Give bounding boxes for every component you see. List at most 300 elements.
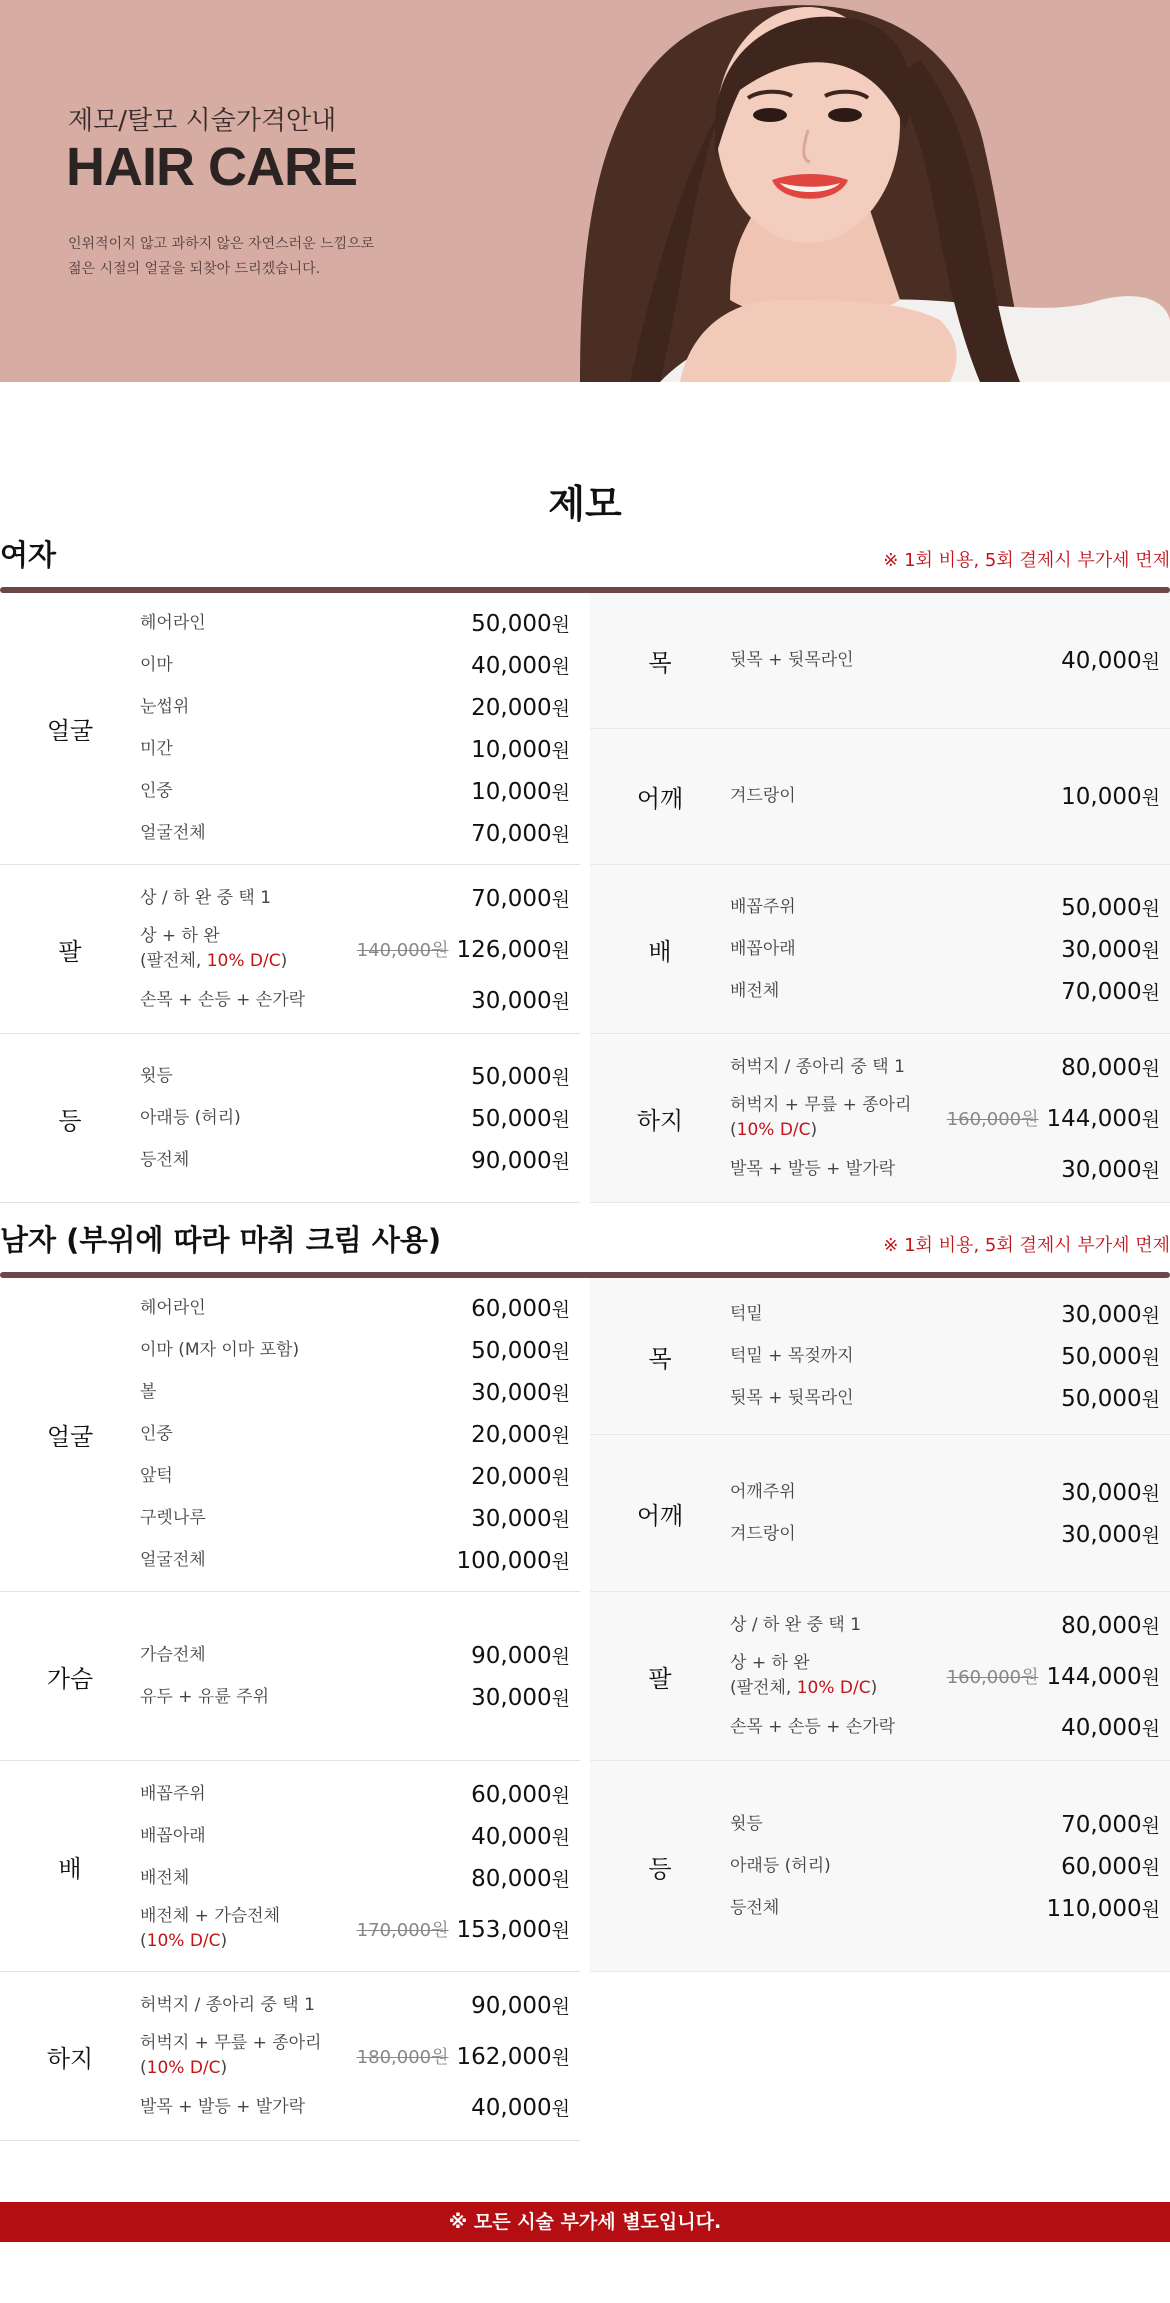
- price-item: [730, 1887, 1160, 1929]
- item-price-value: 90,000: [471, 1992, 552, 2019]
- item-name: 윗등: [140, 1065, 173, 1086]
- item-price-value: 30,000: [471, 987, 552, 1014]
- item-price: [471, 2094, 570, 2121]
- item-price-currency: 원: [1141, 1524, 1160, 1547]
- item-price-value: 30,000: [471, 1506, 552, 1532]
- original-price: 180,000원: [356, 2047, 449, 2068]
- item-price-currency: 원: [551, 1341, 570, 1363]
- price-item: [730, 1513, 1160, 1555]
- item-price-value: 60,000: [471, 1296, 552, 1322]
- item-name: 앞턱: [140, 1466, 173, 1486]
- item-price: [1061, 1853, 1160, 1880]
- item-price-value: 30,000: [1061, 1301, 1142, 1328]
- item-price-value: 144,000: [1046, 1663, 1142, 1690]
- item-price: [457, 1547, 570, 1574]
- price-item: [730, 1706, 1160, 1748]
- item-price-value: 30,000: [471, 1380, 552, 1406]
- hero-description-line: 젊은 시절의 얼굴을 되찾아 드리겠습니다.: [68, 261, 321, 277]
- item-price-value: 60,000: [1061, 1853, 1142, 1880]
- item-name: 구렛나루: [140, 1508, 206, 1528]
- block-label: 배: [58, 1854, 82, 1883]
- item-name-line: 상 + 하 완: [140, 926, 220, 946]
- item-name: 상 / 하 완 중 택 1: [730, 1614, 862, 1635]
- price-item: [730, 1293, 1160, 1335]
- discount-label: 10% D/C: [206, 951, 281, 971]
- item-name: 아래등 (허리): [140, 1107, 241, 1128]
- item-price-value: 30,000: [471, 1684, 552, 1711]
- block-items: [730, 593, 1160, 728]
- item-name-note-end: ): [870, 1678, 878, 1698]
- item-name-line: 상 + 하 완: [730, 1653, 810, 1673]
- item-name-line: 허벅지 + 무릎 + 종아리: [730, 1095, 912, 1115]
- item-price-value: 40,000: [471, 1823, 552, 1850]
- item-name: 배꼽아래: [730, 938, 796, 959]
- item-price-currency: 원: [551, 1066, 570, 1089]
- item-name: 미간: [140, 739, 173, 759]
- item-price: [1061, 978, 1160, 1005]
- item-price-currency: 원: [551, 698, 570, 720]
- price-item: [140, 687, 570, 729]
- item-price: [471, 987, 570, 1014]
- item-name-note-end: ): [280, 951, 288, 971]
- block-label: 배: [648, 937, 672, 966]
- block-label: 어깨: [636, 785, 684, 813]
- item-price: [471, 1865, 570, 1892]
- price-item: [140, 1055, 570, 1097]
- item-name: 턱밑 + 목젖까지: [730, 1345, 854, 1366]
- women-group-title: 여자: [0, 538, 57, 572]
- item-price-currency: 원: [1141, 787, 1160, 809]
- hero-description-line: 인위적이지 않고 과하지 않은 자연스러운 느낌으로: [68, 236, 375, 252]
- women-right-column: [590, 593, 1170, 1203]
- item-name: 윗등: [730, 1813, 763, 1834]
- discount-label: 10% D/C: [736, 1120, 811, 1140]
- price-item: [140, 1456, 570, 1498]
- price-item: [730, 1148, 1160, 1190]
- item-name: 아래등 (허리): [730, 1855, 831, 1876]
- item-price-currency: 원: [551, 2097, 570, 2120]
- item-price-value: 20,000: [471, 695, 552, 721]
- item-price: [471, 1505, 570, 1532]
- item-price-value: 90,000: [471, 1147, 552, 1174]
- item-name-note-end: ): [810, 1120, 818, 1140]
- item-name: 뒷목 + 뒷목라인: [730, 650, 854, 670]
- item-price-currency: 원: [551, 1645, 570, 1668]
- item-name: 눈썹위: [140, 697, 190, 717]
- women-left-column: [0, 593, 580, 1203]
- item-price-value: 30,000: [1061, 1156, 1142, 1183]
- men-group-header: [0, 1223, 1170, 1267]
- price-item: [140, 771, 570, 813]
- item-price: [1061, 894, 1160, 921]
- item-price-value: 110,000: [1046, 1895, 1142, 1922]
- item-price: [471, 736, 570, 763]
- item-name: 이마: [140, 655, 173, 675]
- item-name: 유두 + 유륜 주위: [140, 1686, 269, 1707]
- block-label: 가슴: [46, 1664, 94, 1693]
- item-price-currency: 원: [551, 782, 570, 804]
- item-name-note: (팔전체,: [730, 1678, 797, 1698]
- item-price-currency: 원: [1141, 1304, 1160, 1327]
- item-price: [471, 1463, 570, 1490]
- price-item: [730, 886, 1160, 928]
- item-name: 인중: [140, 1424, 173, 1444]
- item-price-value: 50,000: [471, 1338, 552, 1364]
- item-name: 볼: [140, 1382, 157, 1402]
- original-price: 160,000원: [946, 1667, 1039, 1688]
- men-group-note: ※ 1회 비용, 5회 결제시 부가세 면제: [883, 1235, 1170, 1256]
- item-price: [457, 1916, 570, 1943]
- item-name: 배꼽주위: [140, 1783, 206, 1804]
- price-item: [140, 603, 570, 645]
- block-items: [730, 1592, 1160, 1760]
- price-item: [140, 813, 570, 855]
- price-item: [140, 1498, 570, 1540]
- item-price: [471, 820, 570, 847]
- item-price: [471, 1992, 570, 2019]
- price-item: [140, 1330, 570, 1372]
- item-price: [1061, 1301, 1160, 1328]
- item-price-currency: 원: [1141, 981, 1160, 1004]
- item-price-currency: 원: [1141, 1482, 1160, 1505]
- item-price-value: 153,000: [456, 1916, 552, 1943]
- item-price-currency: 원: [1141, 1615, 1160, 1638]
- discount-label: 10% D/C: [146, 2058, 221, 2078]
- block-items: [730, 1761, 1160, 1971]
- item-name: 가슴전체: [140, 1644, 206, 1665]
- price-item: [140, 729, 570, 771]
- women-group-note: ※ 1회 비용, 5회 결제시 부가세 면제: [883, 550, 1170, 571]
- item-name: 발목 + 발등 + 발가락: [730, 1158, 896, 1179]
- block-items: [730, 1278, 1160, 1434]
- price-item: [140, 1634, 570, 1676]
- item-price-value: 50,000: [1061, 894, 1142, 921]
- item-price: [1061, 1054, 1160, 1081]
- hero-title: HAIR CARE: [66, 137, 358, 197]
- price-item: [730, 1046, 1160, 1088]
- price-block: [0, 593, 580, 865]
- item-name: 인중: [140, 781, 173, 801]
- block-label: 얼굴: [46, 1423, 94, 1451]
- item-name: [140, 1904, 357, 1954]
- item-name: 등전체: [730, 1897, 780, 1918]
- item-price-value: 20,000: [471, 1422, 552, 1448]
- item-name-line: 허벅지 + 무릎 + 종아리: [140, 2033, 322, 2053]
- item-name: [730, 1651, 947, 1701]
- item-price: [1047, 1895, 1160, 1922]
- price-item: [730, 1377, 1160, 1419]
- price-block: [0, 865, 580, 1034]
- men-left-column: [0, 1278, 580, 2141]
- item-price-currency: 원: [551, 614, 570, 636]
- item-price: [1061, 647, 1160, 674]
- item-price: [1061, 1811, 1160, 1838]
- original-price: 160,000원: [946, 1109, 1039, 1130]
- price-item: [730, 1803, 1160, 1845]
- item-price: [1061, 936, 1160, 963]
- item-name-note: (: [730, 1120, 737, 1140]
- original-price: 140,000원: [356, 940, 449, 961]
- price-block: [0, 1761, 580, 1972]
- item-name-note-end: ): [220, 2058, 228, 2078]
- item-price-value: 70,000: [471, 821, 552, 847]
- item-name: [140, 924, 357, 974]
- item-price-value: 60,000: [471, 1781, 552, 1808]
- item-price-value: 162,000: [456, 2043, 552, 2070]
- item-price-currency: 원: [551, 1425, 570, 1447]
- price-item: [140, 645, 570, 687]
- item-price-currency: 원: [551, 1826, 570, 1849]
- price-block: [590, 729, 1170, 865]
- item-name-note-end: ): [220, 1931, 228, 1951]
- price-item: [140, 1899, 570, 1959]
- item-price-currency: 원: [551, 1299, 570, 1321]
- item-price-currency: 원: [1141, 1159, 1160, 1182]
- item-price-value: 70,000: [1061, 1811, 1142, 1838]
- price-item: [140, 1676, 570, 1718]
- price-item: [730, 1335, 1160, 1377]
- item-price-value: 30,000: [1061, 1479, 1142, 1506]
- item-price-value: 40,000: [1061, 648, 1142, 674]
- item-price-currency: 원: [551, 824, 570, 846]
- item-price: [471, 778, 570, 805]
- item-price: [471, 652, 570, 679]
- price-item: [140, 1540, 570, 1582]
- item-price-currency: 원: [1141, 1057, 1160, 1080]
- item-name: 등전체: [140, 1149, 190, 1170]
- block-items: [140, 1278, 570, 1591]
- model-portrait-image: [540, 0, 1170, 382]
- price-item: [730, 1088, 1160, 1148]
- block-label: 팔: [648, 1664, 672, 1693]
- item-price-currency: 원: [551, 1687, 570, 1710]
- block-label: 목: [648, 1344, 672, 1373]
- item-name: 손목 + 손등 + 손가락: [730, 1716, 896, 1737]
- price-item: [730, 1471, 1160, 1513]
- price-block: [0, 1592, 580, 1761]
- item-name: 겨드랑이: [730, 786, 796, 806]
- item-name: 어깨주위: [730, 1481, 796, 1502]
- price-item: [140, 919, 570, 979]
- original-price: 170,000원: [356, 1920, 449, 1941]
- item-name: [730, 1093, 947, 1143]
- price-item: [140, 1372, 570, 1414]
- item-name: 허벅지 / 종아리 중 택 1: [730, 1056, 905, 1077]
- item-price: [471, 1421, 570, 1448]
- block-label: 팔: [58, 937, 82, 966]
- price-item: [730, 1604, 1160, 1646]
- item-price-currency: 원: [551, 2046, 570, 2069]
- item-price: [1061, 1479, 1160, 1506]
- block-items: [140, 865, 570, 1033]
- item-price-value: 70,000: [471, 885, 552, 912]
- block-label: 어깨: [636, 1501, 684, 1530]
- item-price: [1047, 1663, 1160, 1690]
- item-name: 얼굴전체: [140, 823, 206, 843]
- men-group-title: 남자 (부위에 따라 마취 크림 사용): [0, 1223, 442, 1257]
- item-price: [1061, 1521, 1160, 1548]
- item-price-value: 126,000: [456, 936, 552, 963]
- item-price-currency: 원: [1141, 1666, 1160, 1689]
- block-items: [730, 1034, 1160, 1202]
- price-block: [590, 1034, 1170, 1203]
- item-price: [1061, 1385, 1160, 1412]
- item-price-value: 50,000: [1061, 1385, 1142, 1412]
- item-price-value: 40,000: [1061, 1714, 1142, 1741]
- item-price-value: 80,000: [471, 1865, 552, 1892]
- item-price-currency: 원: [551, 1150, 570, 1173]
- item-price-currency: 원: [551, 990, 570, 1013]
- item-price-value: 40,000: [471, 653, 552, 679]
- discount-label: 10% D/C: [146, 1931, 221, 1951]
- price-block: [590, 1592, 1170, 1761]
- item-price-currency: 원: [551, 1919, 570, 1942]
- item-price-value: 100,000: [456, 1548, 552, 1574]
- price-item: [140, 1773, 570, 1815]
- price-item: [730, 928, 1160, 970]
- block-label: 얼굴: [46, 717, 94, 745]
- item-price: [471, 1781, 570, 1808]
- price-item: [140, 1097, 570, 1139]
- price-block: [590, 1278, 1170, 1435]
- item-price-currency: 원: [1141, 1108, 1160, 1131]
- item-price-currency: 원: [551, 1467, 570, 1489]
- price-item: [140, 1984, 570, 2026]
- item-price-value: 90,000: [471, 1642, 552, 1669]
- item-price-currency: 원: [551, 656, 570, 678]
- block-items: [730, 729, 1160, 864]
- hero-description: [68, 232, 374, 282]
- item-price-value: 50,000: [471, 1105, 552, 1132]
- price-block: [590, 865, 1170, 1034]
- item-price-currency: 원: [1141, 1814, 1160, 1837]
- item-price: [471, 1684, 570, 1711]
- price-item: [730, 1845, 1160, 1887]
- item-name: 허벅지 / 종아리 중 택 1: [140, 1994, 315, 2015]
- item-price-value: 30,000: [1061, 1521, 1142, 1548]
- item-price-currency: 원: [1141, 939, 1160, 962]
- item-price: [1061, 1612, 1160, 1639]
- price-block: [590, 1761, 1170, 1972]
- item-price: [471, 694, 570, 721]
- item-price-currency: 원: [1141, 651, 1160, 673]
- item-price-currency: 원: [551, 1784, 570, 1807]
- item-name: 배전체: [730, 980, 780, 1001]
- men-right-column: [590, 1278, 1170, 1972]
- price-item: [140, 1815, 570, 1857]
- item-name-line: 배전체 + 가슴전체: [140, 1906, 281, 1926]
- block-label: 하지: [636, 1106, 684, 1135]
- item-price: [471, 885, 570, 912]
- item-price: [457, 936, 570, 963]
- block-label: 등: [648, 1854, 672, 1883]
- item-name: 상 / 하 완 중 택 1: [140, 887, 272, 908]
- item-price-value: 10,000: [471, 737, 552, 763]
- price-item: [140, 2086, 570, 2128]
- block-items: [730, 865, 1160, 1033]
- item-price: [471, 1642, 570, 1669]
- item-price-currency: 원: [1141, 1346, 1160, 1369]
- item-price-currency: 원: [551, 888, 570, 911]
- discount-label: 10% D/C: [796, 1678, 871, 1698]
- item-price-currency: 원: [551, 740, 570, 762]
- item-name: 배꼽아래: [140, 1825, 206, 1846]
- hero-banner: [0, 0, 1170, 382]
- item-price: [1061, 783, 1160, 810]
- item-price: [471, 1147, 570, 1174]
- item-price-value: 144,000: [1046, 1105, 1142, 1132]
- item-price-currency: 원: [551, 1551, 570, 1573]
- item-name-note: (: [140, 1931, 147, 1951]
- price-item: [140, 1414, 570, 1456]
- item-name: 배꼽주위: [730, 896, 796, 917]
- price-item: [730, 970, 1160, 1012]
- price-item: [140, 1139, 570, 1181]
- price-item: [730, 640, 1160, 682]
- item-name-note: (: [140, 2058, 147, 2078]
- block-items: [140, 1761, 570, 1971]
- item-price-value: 40,000: [471, 2094, 552, 2121]
- item-price: [471, 1823, 570, 1850]
- item-price-value: 30,000: [1061, 936, 1142, 963]
- item-price: [471, 1379, 570, 1406]
- item-price-value: 50,000: [471, 611, 552, 637]
- item-price-value: 80,000: [1061, 1612, 1142, 1639]
- women-group-header: [0, 538, 1170, 582]
- item-price: [1061, 1714, 1160, 1741]
- block-items: [140, 593, 570, 864]
- item-price-value: 80,000: [1061, 1054, 1142, 1081]
- price-item: [140, 2026, 570, 2086]
- price-item: [140, 979, 570, 1021]
- item-name: 뒷목 + 뒷목라인: [730, 1387, 854, 1408]
- vat-notice-bar: ※ 모든 시술 부가세 별도입니다.: [0, 2202, 1170, 2242]
- item-name: 배전체: [140, 1867, 190, 1888]
- item-price: [471, 1063, 570, 1090]
- item-price-value: 50,000: [1061, 1343, 1142, 1370]
- block-label: 하지: [46, 2044, 94, 2073]
- item-price-currency: 원: [551, 1509, 570, 1531]
- item-price-value: 70,000: [1061, 978, 1142, 1005]
- item-price: [457, 2043, 570, 2070]
- price-item: [730, 776, 1160, 818]
- item-price-currency: 원: [1141, 897, 1160, 920]
- price-block: [590, 593, 1170, 729]
- block-items: [730, 1435, 1160, 1591]
- item-price-value: 50,000: [471, 1063, 552, 1090]
- item-price: [1061, 1156, 1160, 1183]
- item-name: [140, 2031, 357, 2081]
- item-name: 손목 + 손등 + 손가락: [140, 989, 306, 1010]
- item-price-currency: 원: [551, 1383, 570, 1405]
- section-title: 제모: [548, 482, 622, 526]
- item-price-value: 10,000: [1061, 784, 1142, 810]
- item-price: [471, 610, 570, 637]
- price-item: [730, 1646, 1160, 1706]
- price-item: [140, 1857, 570, 1899]
- item-name: 턱밑: [730, 1303, 763, 1324]
- item-price-currency: 원: [1141, 1388, 1160, 1411]
- item-price-currency: 원: [551, 1995, 570, 2018]
- item-price: [471, 1337, 570, 1364]
- item-name: 이마 (M자 이마 포함): [140, 1340, 300, 1360]
- item-name: 얼굴전체: [140, 1550, 206, 1570]
- item-price: [1061, 1343, 1160, 1370]
- block-label: 등: [58, 1106, 82, 1135]
- item-price-currency: 원: [551, 939, 570, 962]
- block-items: [140, 1592, 570, 1760]
- item-name: 겨드랑이: [730, 1523, 796, 1544]
